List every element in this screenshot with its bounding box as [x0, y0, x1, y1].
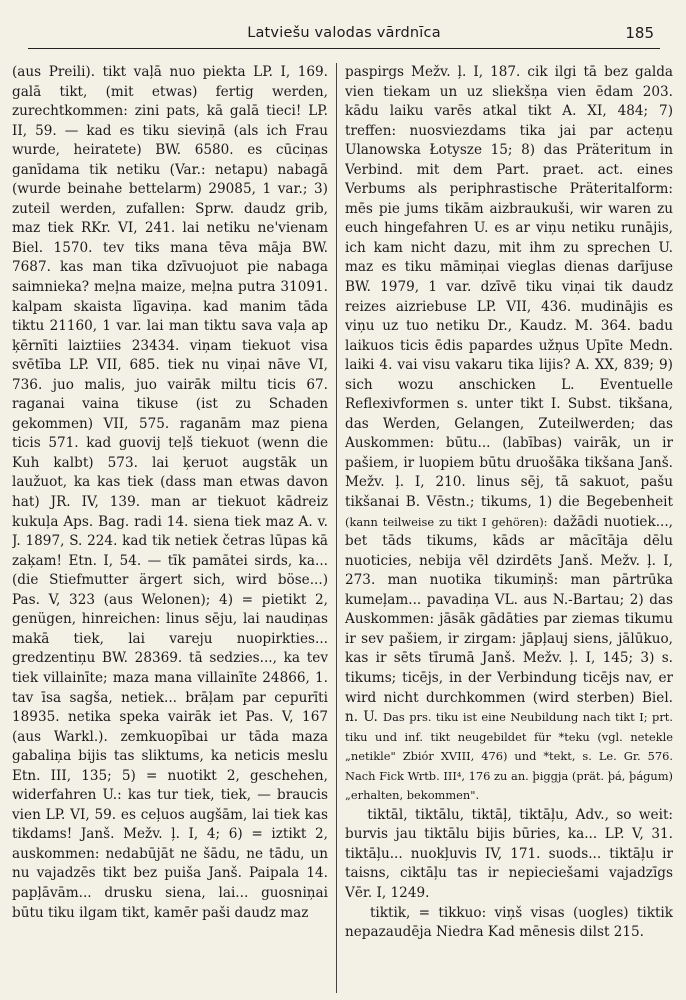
entry-tiktik	[345, 904, 673, 943]
left-column	[12, 63, 328, 989]
column-divider	[336, 63, 337, 993]
left-column-text: (aus Preili). tikt vaļā nuo piekta LP. I, 169. galā tikt, (mit etwas) fertig werden, zurechtkommen: zini pats, kā galā tieci! LP. II, 59. — kad es tiku sieviņā (als ich Frau wurde, heiratete) BW. 6580. es cūciņas ganīdama tik netiku (Var.: netapu) nabagā (wurde beinahe bettelarm) 29085, 1 var.; 3) zuteil werden, zufallen: Sprw. daudz grib, maz tiek RKr. VI, 241. lai netiku ne'vienam Biel. 1570. tev tiks mana tēva māja BW. 7687. kas man tika dzīvuojuot pie nabaga saimnieka? meļna maize, meļna putra 31091. kalpam skaista līgaviņa. kad manim tāda tiktu 21160, 1 var. lai man tiktu sava vaļa ap ķērnīti laiztiies 23434. viņam tiekuot visa svētība LP. VII, 685. tiek nu viņai nāve VI, 736. juo malis, juo vairāk miltu ticis 67. raganai vaina tikuse (ist zu Schaden gekommen) VII, 575. raganām maz piena ticis 571. kad guovij teļš tiekuot (wenn die Kuh kalbt) 573. lai ķeruot augstāk un laužuot, ka kas tiek (dass man etwas davon hat) JR. IV, 139. man ar tiekuot kādreiz kukuļa Aps. Bag. radi 14. siena tiek maz A. v. J. 1897, S. 224. kad tik netiek četras lūpas kā zaķam! Etn. I, 54. — tīk pamātei sirds, ka... (die Stiefmutter ärgert sich, wird böse...) Pas. V, 323 (aus Welonen); 4) = pietikt 2, genügen, hinreichen: linus sēju, lai naudiņas makā tiek, lai vareju nuopirkties... gredzentiņu BW. 28369. tā sedzies..., ka tev tiek villainīte; maza mana villainīte 24866, 1. tav īsa sagša, netiek... brāļam par cepurīti 18935. netika speka vairāk iet Pas. V, 167 (aus Warkl.). zemkuopībai ur tāda maza gabaliņa bijis tas sliktums, ka neticis meslu Etn. III, 135; 5) = nuotikt 2, geschehen, widerfahren U.: kas tur tiek, tiek, — braucis vien LP. VI, 59. es ceļuos augšām, lai tiek kas tikdams! Janš. Mežv. ļ. I, 4; 6) = iztikt 2, auskommen: nedabūjāt ne šādu, ne tādu, un nu vajadzēs tikt bez puiša Janš. Paipala 14. papļāvām... drusku siena, lai... guosniņai būtu tiku ilgam tikt, kamēr paši daudz maz	[12, 64, 328, 921]
entry-tiktal-text: tiktāl, tiktālu, tiktāļ, tiktāļu, Adv., so weit: burvis jau tiktālu bijis būries, ka... LP. V, 31. tiktāļu... nuokļuvis IV, 171. suods... tiktāļu ir taisns, ciktāļu tas ir nepieciešami vajadzīgs Vēr. I, 1249.	[345, 806, 673, 901]
entry-tiktik-text: tiktik, = tikkuo: viņš visas (uogles) tiktik nepazaudēja Niedra Kad mēnesis dilst 215.	[345, 904, 673, 941]
running-title: Latviešu valodas vārdnīca	[247, 25, 441, 41]
right-column	[345, 63, 673, 989]
tikt-senses-text: paspirgs Mežv. ļ. I, 187. cik ilgi tā bez galda vien tiekam un uz sliekšņa vien ēdam 203. kādu laiku varēs atkal tikt A. XI, 484; 7) treffen: nuosviezdams tika jai par acteņu Ulanowska Łotysze 15; 8) das Präteritum in Verbind. mit dem Part. praet. act. eines Verbums als periphrastische Präteritalform: mēs pie jums tikām aizbraukuši, wir waren zu euch hingefahren U. es ar viņu netiku runājis, ich kam nicht dazu, mit ihm zu sprechen U. maz es tiku māmiņai vieglas dienas darījuse BW. 1979, 1 var. dzīvē tiku viņai tik daudz reizes aizriebuse LP. VII, 436. mudinājis es viņu uz tuo netiku Dr., Kaudz. M. 364. badu laikuos ticis ēdis papardes užņus Upīte Medn. laiki 4. vai visu vakaru tika lijis? A. XX, 839; 9) sich wozu anschicken L. Eventuelle Reflexivformen s. unter tikt I. Subst. tikšana, das Werden, Gelangen, Zuteilwerden; das Auskommen: būtu... (labības) vairāk, un ir pašiem, ir luopiem būtu druošāka tikšana Janš. Mežv. ļ. I, 210. linus sēj, tā sakuot, pašu tikšanai B. Vēstn.; tikums, 1) die Begebenheit	[345, 64, 673, 511]
tikums-senses-text: dažādi nuotiek..., bet tāds tikums, kāds ar mācītāja dēlu nuoticies, nebija vēl dzirdēts Janš. Mežv. ļ. I, 273. man nuotika tikumiņš: man pārtrūka kumeļam... pavadiņa VL. aus N.-Bartau; 2) das Auskommen: jāsāk gādāties par ziemas tikumu ir sev pašiem, ir zirgam: jāpļauj siens, jālūkuo, kas ir sēts tīrumā Janš. Mežv. ļ. I, 145; 3) s. tikums; ticējs, in der Verbindung ticējs nav, er wird nicht durchkommen (wird sterben) Biel. n. U.	[345, 513, 673, 726]
editorial-note: (kann teilweise zu tikt I gehören):	[345, 514, 548, 529]
page-number: 185	[625, 24, 654, 42]
page-header	[28, 22, 660, 49]
right-column-text	[345, 63, 673, 806]
etymology-note: Das prs. tiku ist eine Neubildung nach tikt I; prt. tiku und inf. tikt neugebildet für *teku (vgl. netekle „netikle" Zbiór XVIII, 476) und *tekt, s. Le. Gr. 576. Nach Fick Wrtb. III⁴, 176 zu an. þiggja (prät. þá, þágum) „erhalten, bekommen".	[345, 710, 673, 803]
entry-tiktal	[345, 806, 673, 904]
